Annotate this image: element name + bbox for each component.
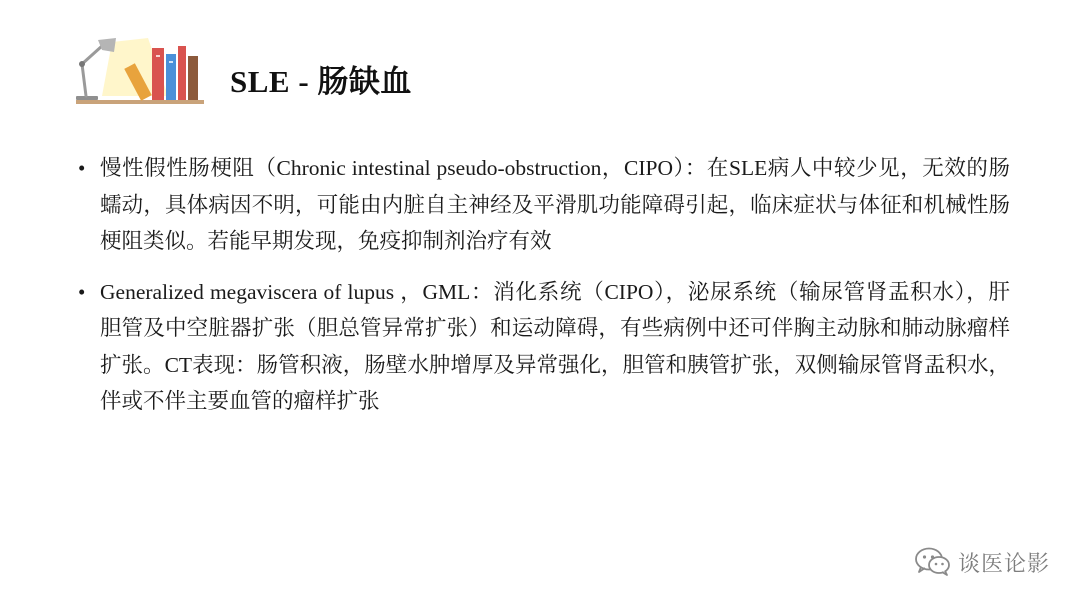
desk-lamp-books-icon — [72, 34, 208, 108]
bullet-item — [78, 274, 1010, 420]
slide-title: SLE - 肠缺血 — [230, 64, 412, 99]
bullet-text: Generalized megaviscera of lupus ，GML：消化系统（CIPO），泌尿系统（输尿管肾盂积水），肝胆管及中空脏器扩张（胆总管异常扩张）和运动障碍，有些病例中还可伴胸主动脉和肺动脉瘤样扩张。CT表现：肠管积液，肠壁水肿增厚及异常强化，胆管和胰管扩张，双侧输尿管肾盂积水，伴或不伴主要血管的瘤样扩张 — [100, 279, 1010, 413]
bullet-marker: • — [78, 156, 86, 180]
watermark-text: 谈医论影 — [957, 551, 1050, 577]
bullet-text: 慢性假性肠梗阻（Chronic intestinal pseudo-obstruction，CIPO）：在SLE病人中较少见，无效的肠蠕动，具体病因不明，可能由内脏自主神经及平滑肌功能障碍引起，临床症状与体征和机械性肠梗阻类似。若能早期发现，免疫抑制剂治疗有效 — [100, 156, 1010, 253]
watermark — [914, 546, 1050, 578]
bullet-marker: • — [78, 279, 86, 304]
bullet-item — [78, 150, 1010, 260]
bullet-list — [78, 150, 1010, 434]
wechat-icon — [914, 546, 952, 578]
